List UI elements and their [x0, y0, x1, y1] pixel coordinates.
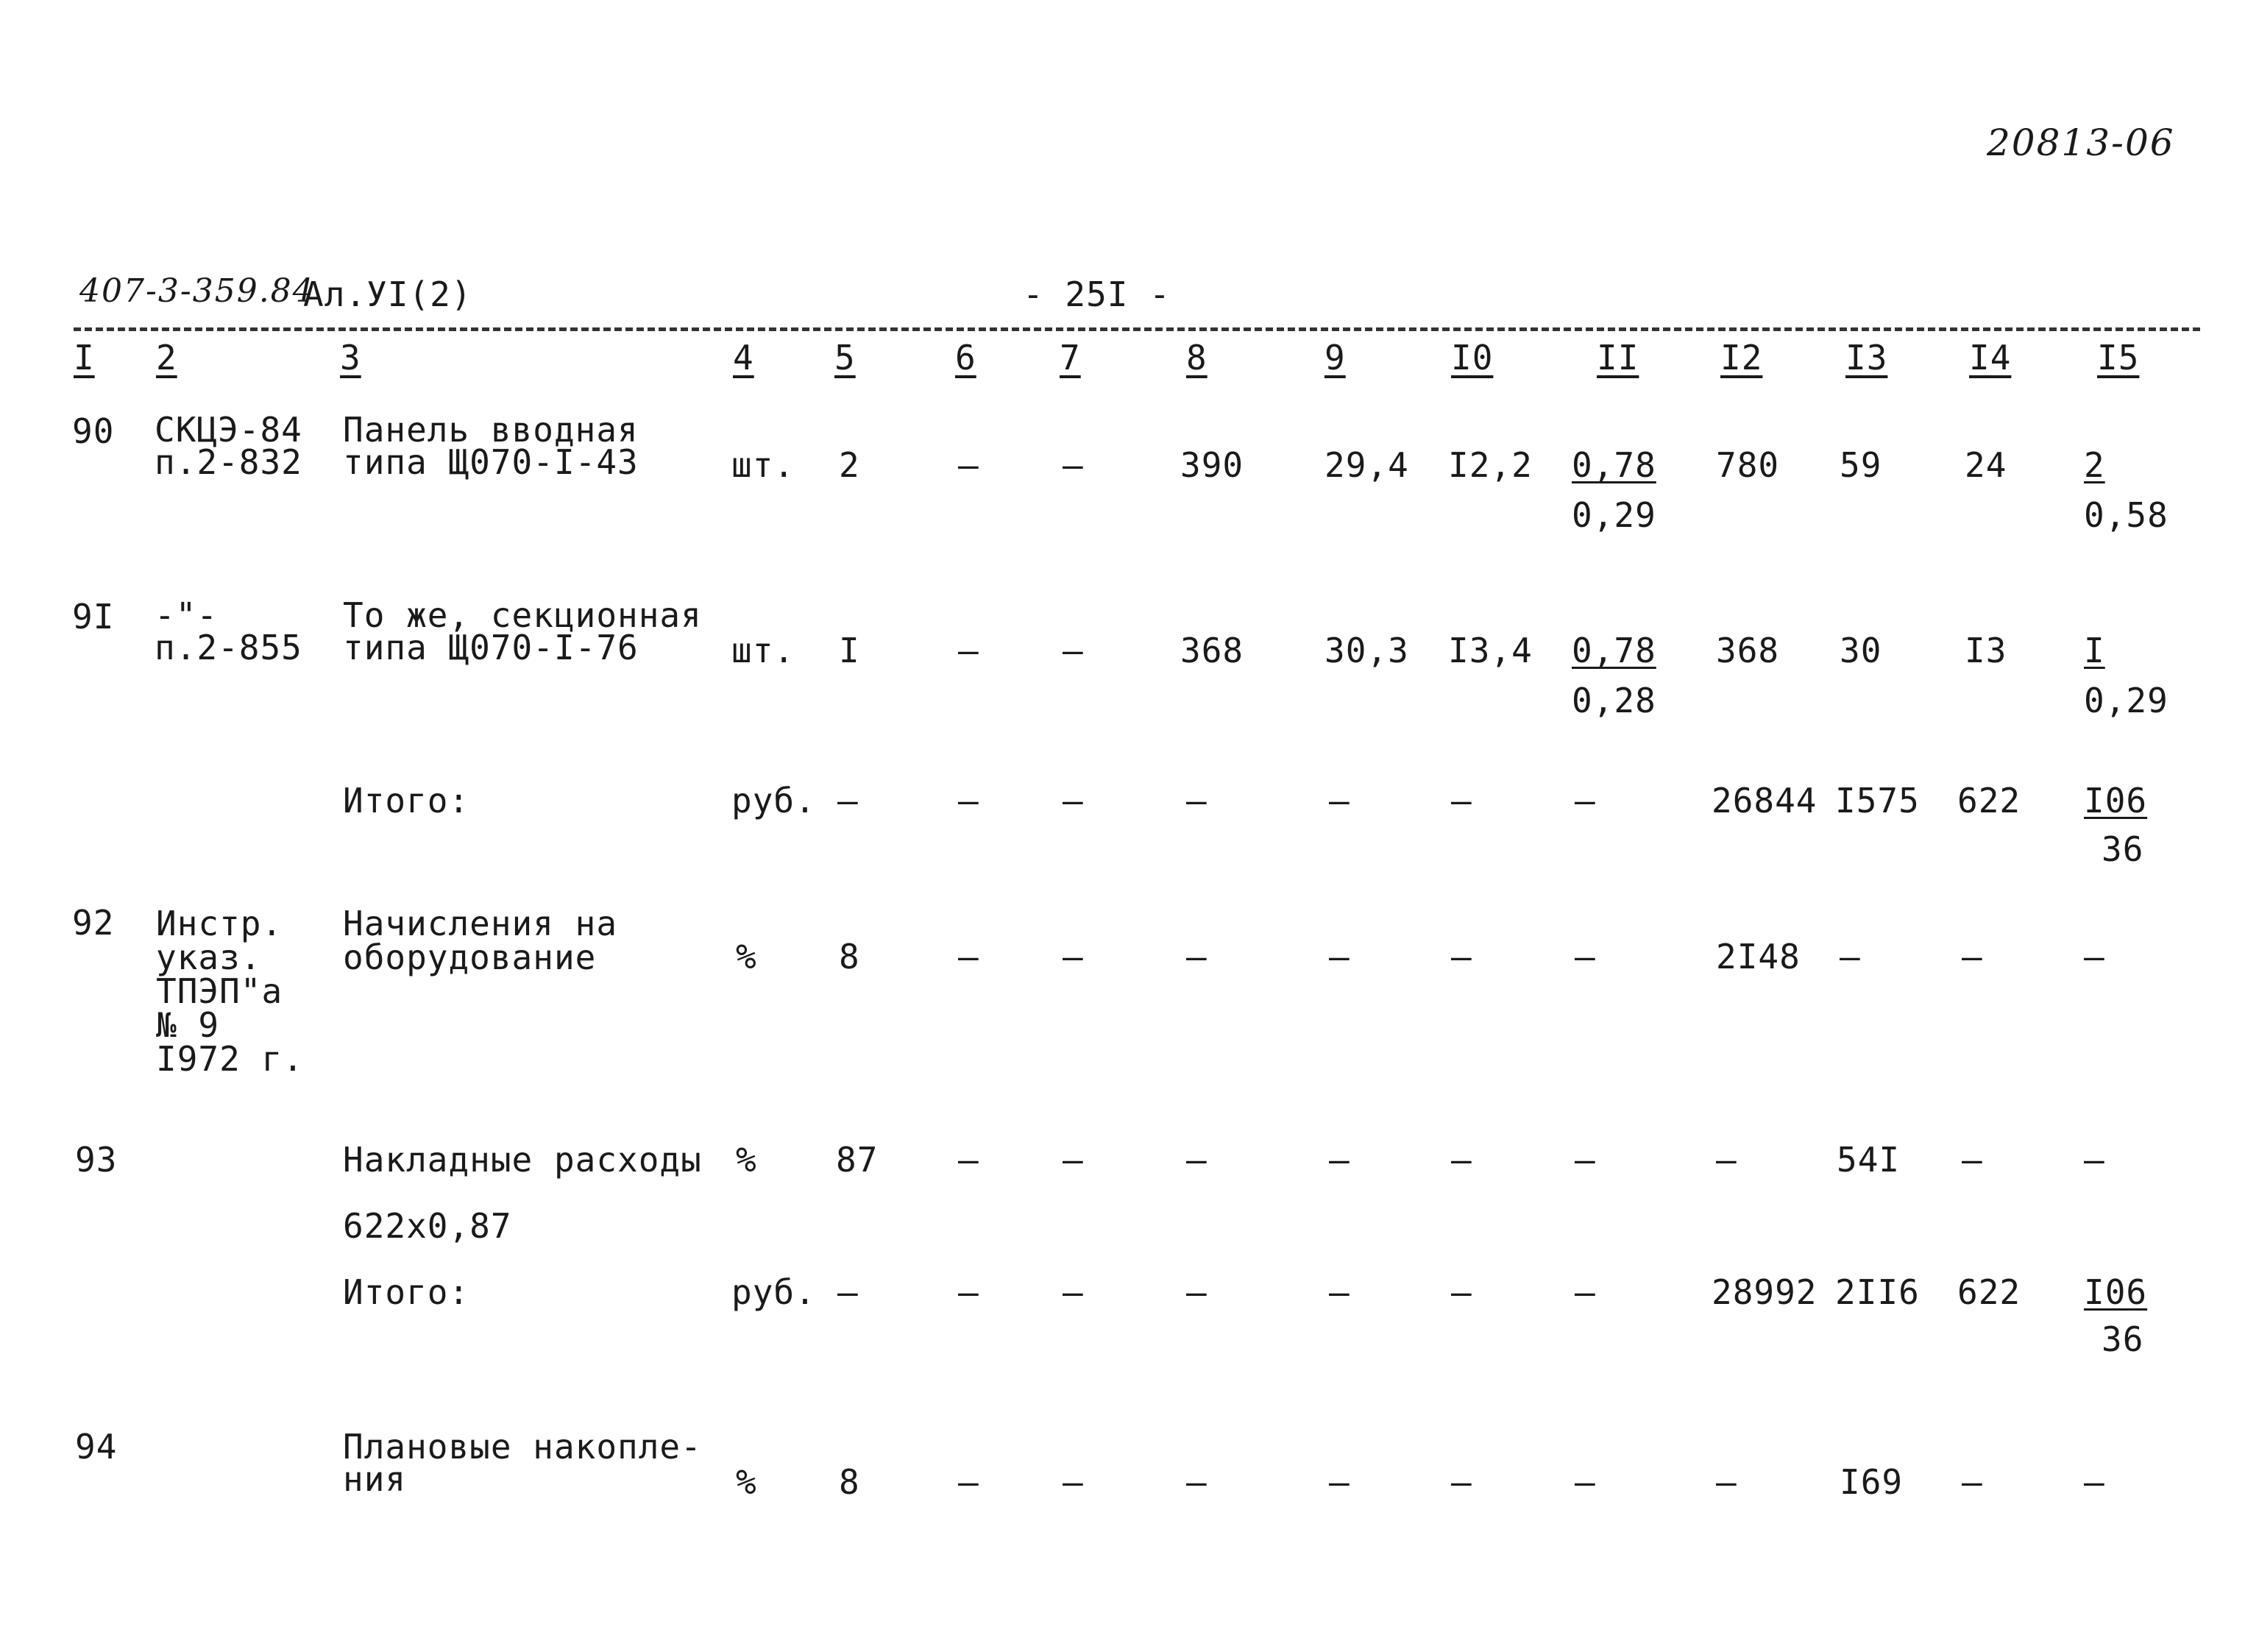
col12: – [1716, 1462, 1737, 1502]
col15-denominator: 0,58 [2084, 495, 2168, 535]
col-header-10: I0 [1451, 338, 1494, 377]
col7: – [1063, 1140, 1084, 1180]
document-code: 20813-06 [1987, 121, 2175, 164]
col10: I2,2 [1448, 445, 1533, 485]
col11-numerator: 0,78 [1572, 445, 1656, 485]
col15: – [2084, 937, 2105, 976]
row-number: 94 [75, 1427, 118, 1467]
col12: 2I48 [1716, 937, 1801, 976]
col7: – [1063, 1272, 1084, 1312]
col6: – [958, 1462, 979, 1502]
col7: – [1063, 445, 1084, 485]
quantity: – [837, 1272, 859, 1312]
quantity: 2 [839, 445, 860, 485]
col14: I3 [1965, 631, 2007, 670]
project-code: 407-3-359.84 [79, 272, 315, 310]
col-header-12: I2 [1720, 338, 1763, 377]
unit: % [736, 1462, 757, 1502]
col13: I69 [1840, 1462, 1904, 1502]
unit: шт. [731, 631, 795, 670]
col9: – [1329, 781, 1350, 820]
col9: – [1329, 1462, 1350, 1502]
item-name: Накладные расходы [343, 1140, 702, 1180]
col10: – [1451, 937, 1472, 976]
col15-numerator: 2 [2084, 445, 2105, 485]
col14: – [1962, 937, 1983, 976]
col-header-7: 7 [1060, 338, 1081, 377]
header-rule-top [74, 327, 2200, 331]
row-number: 90 [72, 411, 115, 451]
col8: – [1186, 1140, 1207, 1180]
col11: – [1575, 1462, 1596, 1502]
col6: – [958, 937, 979, 976]
col6: – [958, 1140, 979, 1180]
col6: – [958, 1272, 979, 1312]
col15-denominator: 36 [2102, 829, 2144, 869]
col9: 29,4 [1324, 445, 1409, 485]
col7: – [1063, 781, 1084, 820]
col13: – [1840, 937, 1861, 976]
col9: 30,3 [1324, 631, 1409, 670]
col-header-2: 2 [156, 338, 177, 377]
unit: руб. [731, 781, 816, 820]
col15-numerator: I [2084, 631, 2105, 670]
calculation-note: 622х0,87 [343, 1206, 512, 1246]
page-number: - 25I - [1023, 274, 1171, 314]
col-header-3: 3 [340, 338, 361, 377]
col9: – [1329, 1272, 1350, 1312]
quantity: – [837, 781, 859, 820]
col15: – [2084, 1462, 2105, 1502]
col15: – [2084, 1140, 2105, 1180]
col13: 2II6 [1835, 1272, 1920, 1312]
col7: – [1063, 631, 1084, 670]
col-header-4: 4 [733, 338, 754, 377]
col14: 622 [1957, 1272, 2021, 1312]
col10: – [1451, 781, 1472, 820]
row-number: 93 [75, 1140, 118, 1180]
col10: – [1451, 1272, 1472, 1312]
col15-denominator: 36 [2102, 1319, 2144, 1359]
col9: – [1329, 937, 1350, 976]
col-header-14: I4 [1969, 338, 2012, 377]
quantity: I [839, 631, 860, 670]
col8: 368 [1180, 631, 1244, 670]
item-name: Панель вводная типа Щ070-I-43 [343, 410, 639, 482]
col-header-13: I3 [1845, 338, 1888, 377]
col13: 54I [1837, 1140, 1901, 1180]
col10: – [1451, 1140, 1472, 1180]
row-number: 9I [72, 597, 115, 637]
col11: – [1575, 937, 1596, 976]
col11: – [1575, 1272, 1596, 1312]
item-name: Итого: [343, 1272, 470, 1312]
col12: 26844 [1712, 781, 1818, 820]
col14: 622 [1957, 781, 2021, 820]
quantity: 87 [836, 1140, 879, 1180]
col-header-5: 5 [834, 338, 856, 377]
col12: 368 [1716, 631, 1780, 670]
quantity: 8 [839, 1462, 860, 1502]
album-label: Ал.УI(2) [303, 274, 472, 314]
col10: – [1451, 1462, 1472, 1502]
col8: – [1186, 1272, 1207, 1312]
col13: 30 [1840, 631, 1882, 670]
col13: 59 [1840, 445, 1882, 485]
col15-numerator: I06 [2084, 781, 2148, 820]
reference: СКЦЭ-84 п.2-832 [155, 410, 302, 482]
reference: -"- п.2-855 [155, 595, 302, 667]
col11-numerator: 0,78 [1572, 631, 1656, 670]
col6: – [958, 631, 979, 670]
unit: % [736, 937, 757, 976]
item-name: Плановые накопле- ния [343, 1427, 702, 1499]
col14: 24 [1965, 445, 2007, 485]
col-header-15: I5 [2097, 338, 2140, 377]
col9: – [1329, 1140, 1350, 1180]
unit: шт. [731, 445, 795, 485]
col6: – [958, 781, 979, 820]
col12: 28992 [1712, 1272, 1818, 1312]
col12: – [1716, 1140, 1737, 1180]
col11-denominator: 0,28 [1572, 681, 1656, 720]
col-header-8: 8 [1186, 338, 1207, 377]
col11: – [1575, 1140, 1596, 1180]
col11: – [1575, 781, 1596, 820]
unit: % [736, 1140, 757, 1180]
col14: – [1962, 1462, 1983, 1502]
item-name: То же, секционная типа Щ070-I-76 [343, 595, 702, 667]
col15-numerator: I06 [2084, 1272, 2148, 1312]
col15-denominator: 0,29 [2084, 681, 2168, 720]
item-name: Итого: [343, 781, 470, 820]
col11-denominator: 0,29 [1572, 495, 1656, 535]
col8: – [1186, 781, 1207, 820]
col12: 780 [1716, 445, 1780, 485]
col-header-9: 9 [1324, 338, 1346, 377]
row-number: 92 [72, 903, 115, 943]
col8: – [1186, 1462, 1207, 1502]
col-header-11: II [1597, 338, 1639, 377]
col-header-6: 6 [955, 338, 976, 377]
col7: – [1063, 1462, 1084, 1502]
reference: Инстр. указ. ТПЭП"а № 9 I972 г. [156, 904, 304, 1079]
quantity: 8 [839, 937, 860, 976]
col-header-1: I [74, 338, 95, 377]
item-name: Начисления на оборудование [343, 904, 618, 977]
col8: – [1186, 937, 1207, 976]
col10: I3,4 [1448, 631, 1533, 670]
col7: – [1063, 937, 1084, 976]
unit: руб. [731, 1272, 816, 1312]
col8: 390 [1180, 445, 1244, 485]
col14: – [1962, 1140, 1983, 1180]
col13: I575 [1835, 781, 1920, 820]
col6: – [958, 445, 979, 485]
